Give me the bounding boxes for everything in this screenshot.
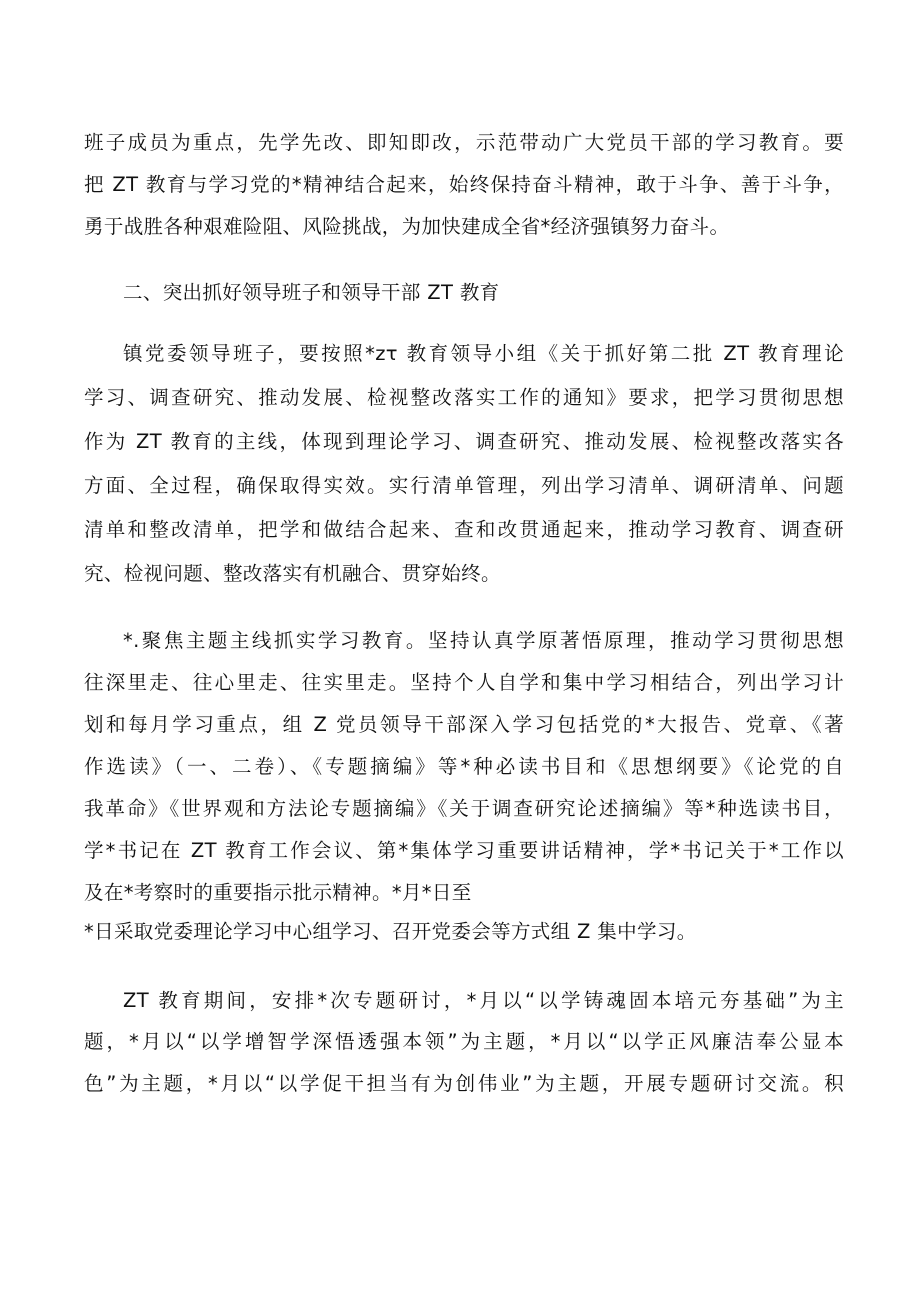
text-line: *.聚焦主题主线抓实学习教育。坚持认真学原著悟原理，推动学习贯彻思想	[123, 629, 844, 652]
text-line: 究、检视问题、整改落实有机融合、贯穿始终。	[84, 562, 501, 585]
text-line: 及在*考察时的重要指示批示精神。*月*日至	[84, 881, 472, 904]
text-line: ZT 教育期间，安排*次专题研讨，*月以“以学铸魂固本培元夯基础”为主	[123, 989, 844, 1012]
text-line: 学*书记在 ZT 教育工作会议、第*集体学习重要讲话精神，学*书记关于*工作以	[84, 839, 844, 862]
text-line: 作为 ZT 教育的主线，体现到理论学习、调查研究、推动发展、检视整改落实各	[84, 430, 844, 453]
section-heading: 二、突出抓好领导班子和领导干部 ZT 教育	[123, 281, 500, 304]
text-line: 方面、全过程，确保取得实效。实行清单管理，列出学习清单、调研清单、问题	[84, 474, 844, 497]
text-line: 清单和整改清单，把学和做结合起来、查和改贯通起来，推动学习教育、调查研	[84, 518, 844, 541]
text-line: 色”为主题，*月以“以学促干担当有为创伟业”为主题，开展专题研讨交流。积	[84, 1072, 844, 1095]
text-line: 镇党委领导班子，要按照*zτ 教育领导小组《关于抓好第二批 ZT 教育理论	[123, 342, 844, 365]
text-line: 往深里走、往心里走、往实里走。坚持个人自学和集中学习相结合，列出学习计	[84, 671, 844, 694]
text-line: 作选读》（一、二卷）、《专题摘编》等*种必读书目和《思想纲要》《论党的自	[84, 755, 844, 778]
text-line: 题，*月以“以学增智学深悟透强本领”为主题，*月以“以学正风廉洁奉公显本	[84, 1030, 844, 1053]
text-line: 学习、调查研究、推动发展、检视整改落实工作的通知》要求，把学习贯彻思想	[84, 386, 844, 409]
text-line: 班子成员为重点，先学先改、即知即改，示范带动广大党员干部的学习教育。要	[84, 131, 844, 154]
text-line: *日采取党委理论学习中心组学习、召开党委会等方式组 Z 集中学习。	[84, 920, 697, 943]
text-line: 勇于战胜各种艰难险阻、风险挑战，为加快建成全省*经济强镇努力奋斗。	[84, 215, 730, 238]
text-line: 把 ZT 教育与学习党的*精神结合起来，始终保持奋斗精神，敢于斗争、善于斗争，	[84, 173, 844, 196]
text-line: 我革命》《世界观和方法论专题摘编》《关于调查研究论述摘编》等*种选读书目，	[84, 797, 844, 820]
text-line: 划和每月学习重点，组 Z 党员领导干部深入学习包括党的*大报告、党章、《著	[84, 713, 844, 736]
